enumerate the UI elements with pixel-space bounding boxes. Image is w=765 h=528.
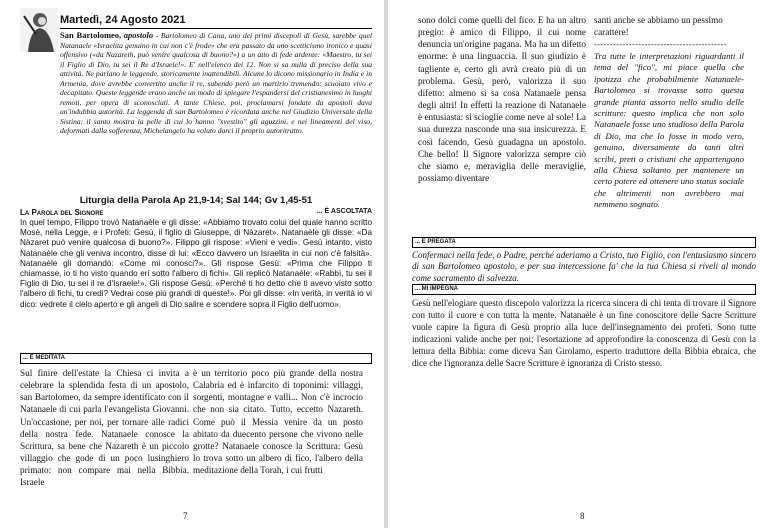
page-number: 7 xyxy=(183,511,188,521)
meditation-continued: sono dolci come quelli del fico. E ha un altro pregio: è amico di Filippo, il cui nome denuncia un'origine pagana. Ma ha un difetto enorme: è una linguaccia. Il suo giudizio è tagliente e, certo gli avrà creato più di un problema. Gesù, però, valorizza il suo difetto: almeno si sa cosa Natanaele pensa degli altri! In effetti la reazione di Natanaele è entusiasta: si scioglie come neve al sole! La sua durezza nasconde una sua insicurezza. E così facendo, Gesù guadagna un apostolo. Che bello! Il Signore valorizza sempre ciò che siamo e, meraviglia delle meraviglie, possiamo diventare xyxy=(418,15,586,184)
page-date: Martedì, 24 Agosto 2021 xyxy=(60,14,186,26)
commitment-text: Gesù nell'elogiare questo discepolo valorizza la ricerca sincera di chi tenta di trovare il Signore con tutto il cuore e con tutta la mente. Natanaèle è un fine conoscitore delle Sacre Scritture vuole capire la figura di Gesù proprio alla luce dell'insegnamento dei profeti. Sono tutte indicazioni valide anche per noi; l'esortazione ad approfondire la conoscenza di Gesù con la lettura della Bibbia: come diceva San Girolamo, esperto traduttore della Bibbia ebraica, che dice che l'ignoranza delle Sacre Scritture è ignoranza di Cristo stesso. xyxy=(412,298,756,368)
listened-label: ... È ASCOLTATA xyxy=(316,208,372,215)
right-page xyxy=(388,0,765,528)
gospel-text: In quel tempo, Filippo trovò Natanaèle e gli disse: «Abbiamo trovato colui del quale hanno scritto Mosè, nella Legge, e i Profeti: Gesù, il figlio di Giuseppe, di Nàzaret». Natanaèle gli disse: «Da Nàzaret può venire qualcosa di buono?». Filippo gli rispose: «Vieni e vedi». Gesù intanto, visto Natanaèle che gli veniva incontro, disse di lui: «Ecco davvero un Israelita in cui non c'è falsità». Natanaèle gli domandò: «Come mi conosci?». Gli rispose Gesù: «Prima che Filippo ti chiamasse, io ti ho visto quando eri sotto l'albero di fichi». Gli replicò Natanaèle: «Rabbì, tu sei il Figlio di Dio, tu sei il re d'Israele!». Gli rispose Gesù: «Perché ti ho detto che ti avevo visto sotto l'albero di fichi, tu credi? Vedrai cose più grandi di queste!». Poi gli disse: «In verità, in verità io vi dico: vedrete il cielo aperto e gli angeli di Dio salire e scendere sopra il Figlio dell'uomo». xyxy=(20,218,372,309)
word-heading-title: La Parola del Signore xyxy=(20,208,104,217)
saint-of-day xyxy=(20,31,372,136)
meditation-ending: santi anche se abbiamo un pessimo carattere! xyxy=(594,15,723,38)
word-heading xyxy=(20,208,372,217)
fig-tree-reflection: Tra tutte le interpretazioni riguardanti il tema del "fico", mi piace quella che ipotizza che probabilmente Natanaele-Bartolomeo si trovasse sotto questa grande pianta assorto nello studio delle scritture: questo implica che non solo Natanaele fosse uno studioso della Parola di Dio, ma che lo fosse in modo vero, genuino, diversamente da tanti altri scribi, preti o cristiani che appartengono alla Chiesa soltanto per mantenere un certo potere ed ottenere uno status sociale che altrimenti non avrebbero mai nemmeno sognato. xyxy=(594,51,744,210)
date-divider xyxy=(60,28,372,29)
page-number: 8 xyxy=(580,511,585,521)
saint-role: apostolo xyxy=(123,30,154,40)
prayed-label: ... È PREGATA xyxy=(412,237,756,248)
meditated-label: ... È MEDITATA xyxy=(20,353,372,364)
meditation-column-1: Sul finire dell'estate la Chiesa ci invita a celebrare la splendida festa di un apostolo, san Bartolomeo, da sempre identificato con il Natanaele di cui parla l'evangelista Giovanni. Un'occasione, per noi, per tornare alle radici della nostra fede. Natanaele conosce la Scrittura, sa bene che Nazareth è un piccolo villaggio che gode di un poco lusinghiero primato: non compare mai nella Bibbia. Israele xyxy=(20,368,189,488)
saint-description: - Bartolomeo di Cana, uno dei primi discepoli di Gesù, sarebbe quel Natanaele «Israelita genuino in cui non c'è frode» che era passato da uno scetticismo ironico e quasi offensivo («da Nazareth, può venire qualcosa di buono?») a un atto di fede ardente: «Maestro, tu sei il Figlio di Dio, tu sei il Re d'Israele!». E' nell'elenco dei 12. Non si sa nulla di preciso della sua attività. Ne parlano le leggende, storicamente inattendibili. Alcune lo dicono missionario in India e in Armenia, dove avrebbe convertito anche il re, subendo però un martirio tremendo: scuoiato vivo e decapitato. Queste leggende erano anche un modo di spiegare l'espandersi del cristianesimo in luoghi remoti, per opera di sconosciuti. A tante Chiese, poi, proclamarsi fondate da apostoli dava un'indubbia autorità. La leggenda di san Bartolomeo è ricordata anche nel Giudizio Universale della Sistina: il santo mostra la pelle di cui lo hanno "svestito" gli aguzzini, e nei lineamenti del viso, deformati dalla sofferenza, Michelangelo ha voluto darci il proprio autoritratto. xyxy=(60,31,372,136)
commitment-label: ... MI IMPEGNA xyxy=(412,284,756,295)
meditation-column-2: è un territorio poco più grande della nostra Calabria ed è infarcito di toponimi: villaggi, sorgenti, montagne e valli... Non c'è incrocio che non sia citato. Tutto, eccetto Nazareth. Come può il Messia venire da un posto abitato da duecento persone che vivono nelle grotte? Natanaele conosce la Scrittura: Gesù lo trova sotto un albero di fico, l'albero della meditazione della Torah, i cui frutti xyxy=(193,368,363,476)
liturgy-reference: Liturgia della Parola Ap 21,9-14; Sal 144; Gv 1,45-51 xyxy=(79,195,313,206)
saint-name: San Bartolomeo, xyxy=(60,30,122,40)
prayer-text: Confermaci nella fede, o Padre, perché aderiamo a Cristo, tuo Figlio, con l'entusiasmo sincero di san Bartolomeo apostolo, e per sua intercessione fa' che la tua Chiesa si riveli al mondo come sacramento di salvezza. xyxy=(412,250,756,283)
dash-separator: ------------------------------------------ xyxy=(594,40,727,49)
